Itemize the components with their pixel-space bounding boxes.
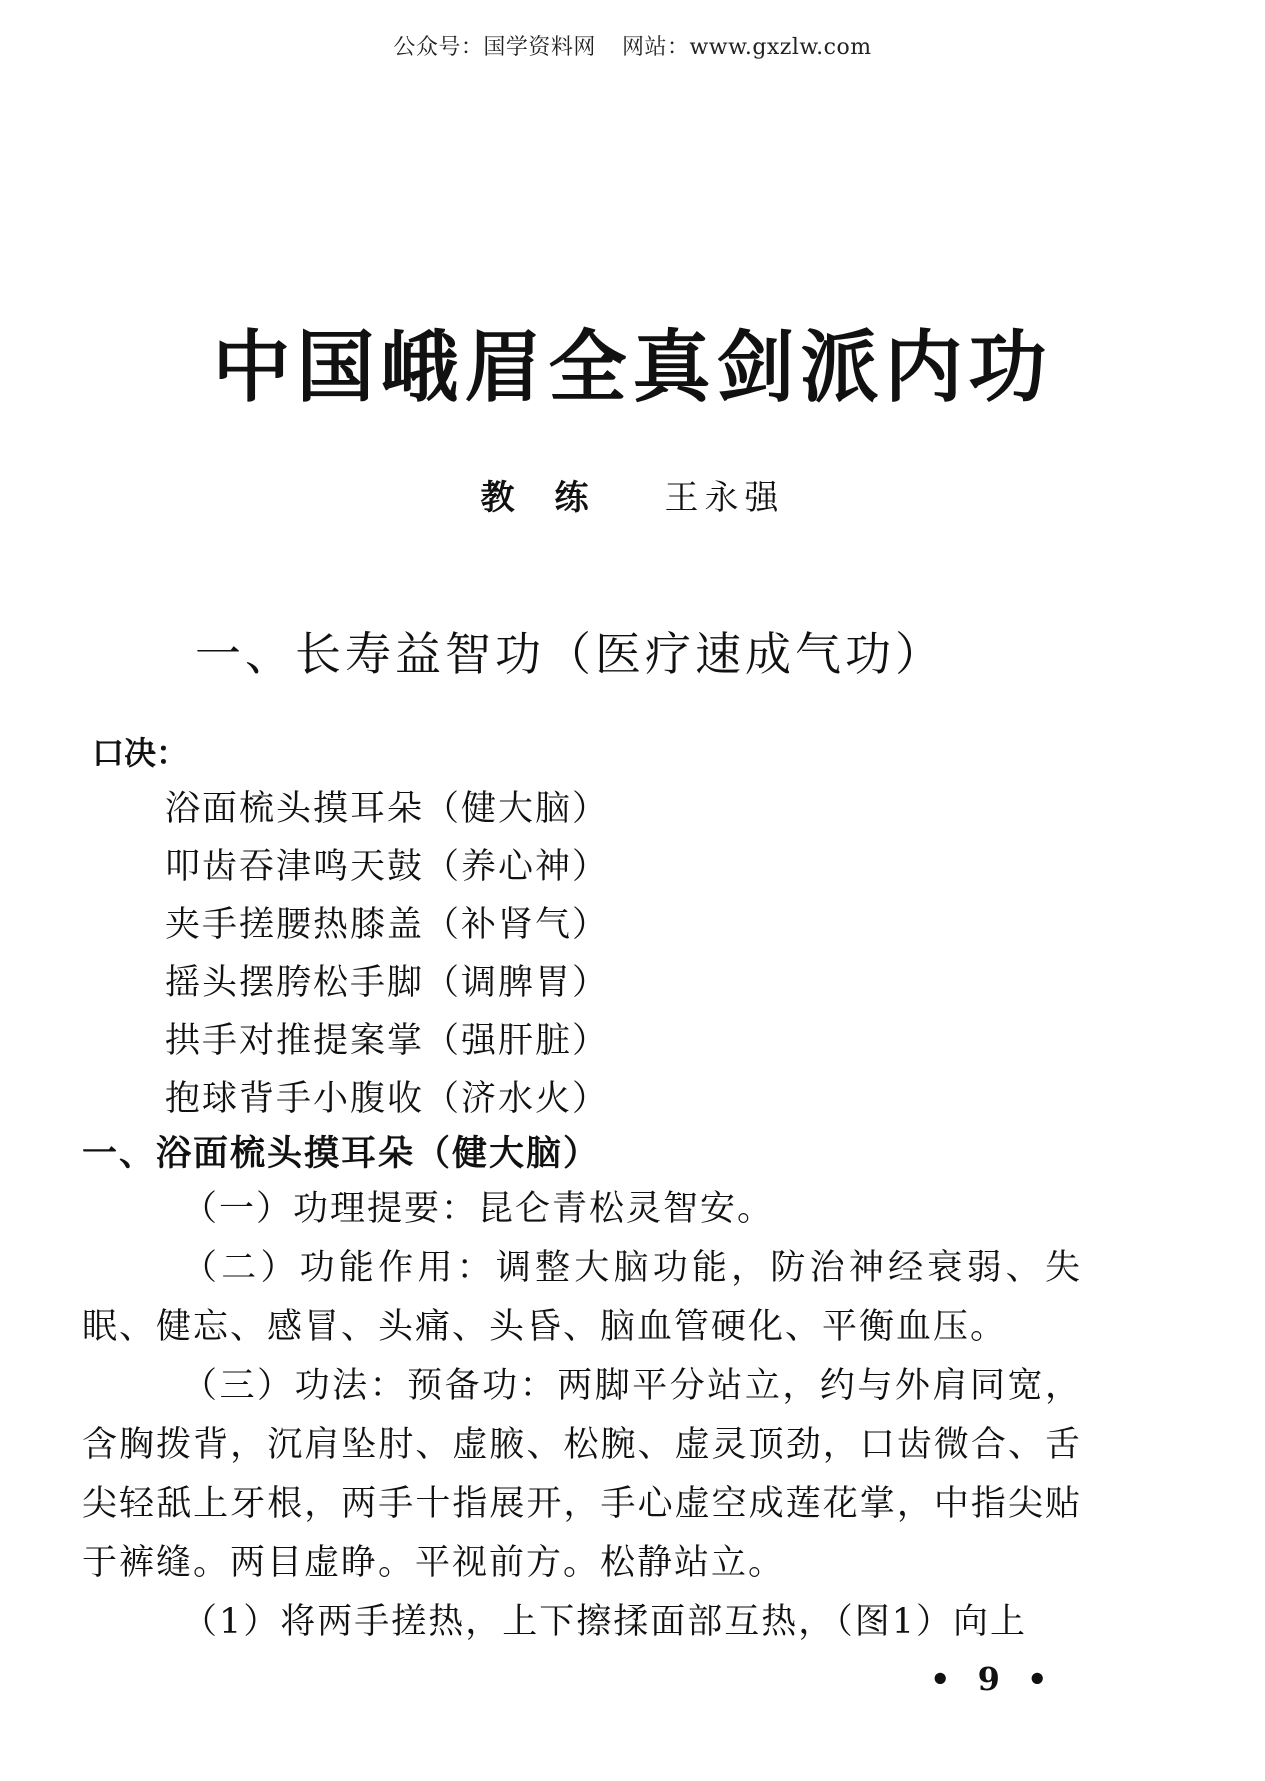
paragraph: （三）功法：预备功：两脚平分站立，约与外肩同宽，含胸拨背，沉肩坠肘、虚腋、松腕、虚灵顶劲，口齿微合、舌尖轻舐上牙根，两手十指展开，手心虚空成莲花掌，中指尖贴于裤缝。两目虚睁。平视前方。松静站立。: [82, 1366, 1082, 1583]
page-number: • 9 •: [930, 1660, 1056, 1698]
header-website: 网站：www.gxzlw.com: [621, 35, 872, 60]
author-role: 教练: [480, 478, 629, 518]
section-heading: 一、长寿益智功（医疗速成气功）: [195, 627, 945, 681]
verse-line: 浴面梳头摸耳朵（健大脑）: [165, 789, 610, 829]
page-header: [0, 30, 1265, 61]
verse-line: 拱手对推提案掌（强肝脏）: [165, 1021, 610, 1061]
verse-line: 叩齿吞津鸣天鼓（养心神）: [165, 847, 610, 887]
verse-label: 口决：: [92, 734, 189, 772]
verse-line: 摇头摆胯松手脚（调脾胃）: [165, 963, 610, 1003]
page-title: 中国峨眉全真剑派内功: [212, 323, 1053, 413]
paragraph: （1）将两手搓热，上下擦揉面部互热，（图1）向上: [182, 1602, 1028, 1642]
verse-line: 夹手搓腰热膝盖（补肾气）: [165, 905, 610, 945]
author-name: 王永强: [664, 478, 785, 518]
header-account: 公众号：国学资料网: [393, 35, 596, 60]
paragraph: （二）功能作用：调整大脑功能，防治神经衰弱、失眠、健忘、感冒、头痛、头昏、脑血管硬化、平衡血压。: [82, 1248, 1082, 1347]
paragraph: （一）功理提要：昆仑青松灵智安。: [182, 1189, 775, 1229]
subsection-heading: 一、浴面梳头摸耳朵（健大脑）: [82, 1134, 601, 1174]
author-line: [0, 470, 1265, 519]
verse-line: 抱球背手小腹收（济水火）: [165, 1079, 610, 1119]
verse-list: [165, 780, 609, 1128]
